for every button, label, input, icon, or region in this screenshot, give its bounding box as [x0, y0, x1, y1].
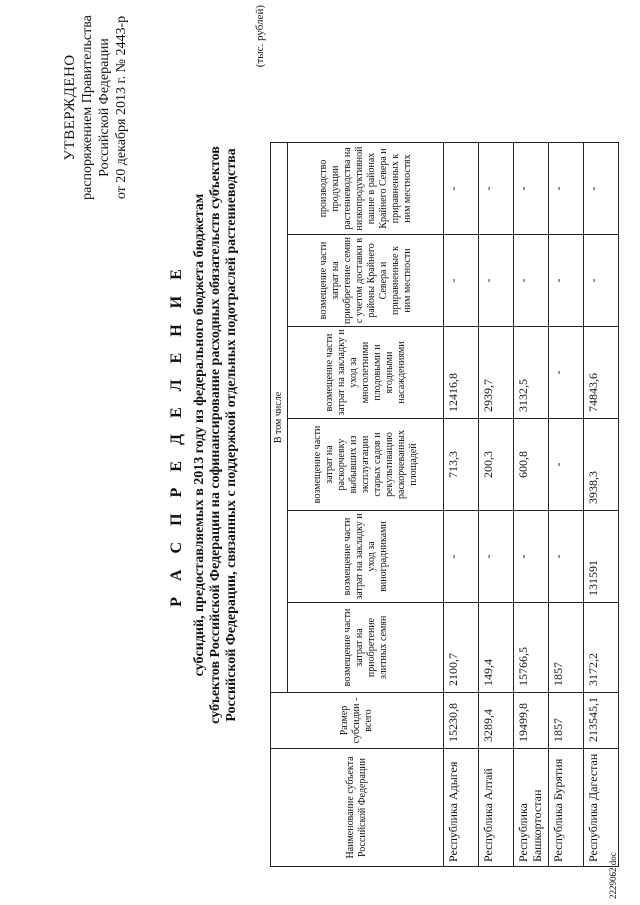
row-c4: 74843,6	[584, 327, 619, 419]
row-c2: -	[549, 511, 584, 603]
table-row	[514, 143, 549, 867]
row-subject-name: Республика Алтай	[479, 749, 514, 867]
row-c1: 3172,2	[584, 603, 619, 693]
row-c4: 2939,7	[479, 327, 514, 419]
document-subtitle-line: субсидий, предоставляемых в 2013 году из федерального бюджета бюджетам	[192, 193, 207, 677]
row-c5: -	[514, 235, 549, 327]
units-note: (тыс. рублей)	[254, 5, 266, 68]
row-c2: -	[444, 511, 479, 603]
row-total: 19499,8	[514, 693, 549, 749]
row-c4: -	[549, 327, 584, 419]
row-c4: 12416,8	[444, 327, 479, 419]
row-subject-name: Республика Бурятия	[549, 749, 584, 867]
row-c3: -	[549, 419, 584, 511]
row-subject-name: Республика Башкортостан	[514, 749, 549, 867]
header-col-uprooting: возмещение части затрат на раскорчевку выбывших из эксплуатации старых садов и рекультивацию раскорчеванных площадей	[288, 419, 444, 511]
row-total: 213545,1	[584, 693, 619, 749]
row-total: 3289,4	[479, 693, 514, 749]
row-c4: 3132,5	[514, 327, 549, 419]
row-subject-name: Республика Адыгея	[444, 749, 479, 867]
row-c5: -	[479, 235, 514, 327]
row-total: 1857	[549, 693, 584, 749]
file-code: 2229062.doc	[608, 852, 618, 899]
title-block	[168, 115, 240, 755]
document-subtitle-line: Российской Федерации, связанных с поддержкой отдельных подотраслей растениеводства	[224, 148, 239, 722]
header-total: Размер субсидии - всего	[271, 693, 444, 749]
row-c3: 200,3	[479, 419, 514, 511]
header-col-north-seeds: возмещение части затрат на приобретение семян с учетом доставки в районы Крайнего Севера и приравненные к ним местности	[288, 235, 444, 327]
header-col-vineyards: возмещение части затрат на закладку и уход за виноградниками	[288, 511, 444, 603]
row-c6: -	[444, 143, 479, 235]
approval-stamp	[62, 10, 130, 205]
row-c6: -	[549, 143, 584, 235]
row-c2: 131591	[584, 511, 619, 603]
row-c1: 149,4	[479, 603, 514, 693]
row-c5: -	[584, 235, 619, 327]
stamp-line: от 20 декабря 2013 г. № 2443-р	[114, 15, 129, 200]
row-c3: 600,8	[514, 419, 549, 511]
document-subtitle-line: субъектов Российской Федерации на софинансирование расходных обязательств субъектов	[208, 146, 223, 724]
row-c3: 3938,3	[584, 419, 619, 511]
row-c5: -	[549, 235, 584, 327]
row-c5: -	[444, 235, 479, 327]
row-c2: -	[479, 511, 514, 603]
row-c6: -	[514, 143, 549, 235]
row-c6: -	[479, 143, 514, 235]
row-c6: -	[584, 143, 619, 235]
stamp-line: распоряжением Правительства	[80, 15, 95, 200]
header-col-elite-seeds: возмещение части затрат на приобретение элитных семян	[288, 603, 444, 693]
stamp-title: УТВЕРЖДЕНО	[62, 54, 78, 161]
header-col-low-yield: производство продукции растениеводства на низкопродуктивной пашне в районах Крайнего Севера и приравненных к ним местностях	[288, 143, 444, 235]
document-title: Р А С П Р Е Д Е Л Е Н И Е	[168, 263, 185, 607]
row-c1: 2100,7	[444, 603, 479, 693]
row-c1: 15766,5	[514, 603, 549, 693]
row-c1: 1857	[549, 603, 584, 693]
table-row	[584, 143, 619, 867]
header-group: В том числе	[271, 143, 288, 693]
header-col-perennial: возмещение части затрат на закладку и уход за многолетними плодовыми и ягодными насаждениями	[288, 327, 444, 419]
subsidy-table	[270, 142, 619, 867]
table-row	[479, 143, 514, 867]
row-total: 15230,8	[444, 693, 479, 749]
row-subject-name: Республика Дагестан	[584, 749, 619, 867]
row-c2: -	[514, 511, 549, 603]
table-row	[444, 143, 479, 867]
stamp-line: Российской Федерации	[97, 38, 112, 177]
table-row	[549, 143, 584, 867]
header-subject-name: Наименование субъекта Российской Федерации	[271, 749, 444, 867]
row-c3: 713,3	[444, 419, 479, 511]
